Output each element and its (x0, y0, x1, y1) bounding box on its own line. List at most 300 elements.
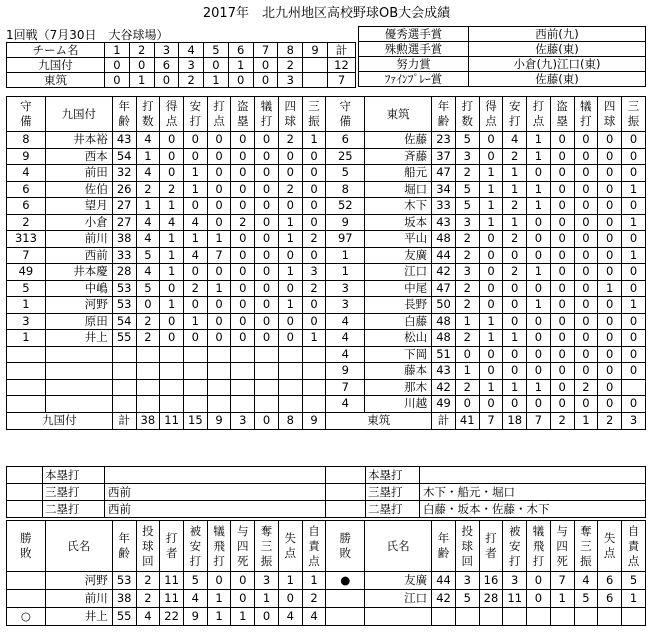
batting-cell: 0 (255, 280, 279, 297)
batting-cell: 1 (455, 313, 479, 330)
batting-cell: 1 (7, 330, 46, 347)
batting-cell: 0 (255, 297, 279, 314)
batting-cell: 2 (503, 231, 527, 248)
pitching-cell: 2 (136, 590, 160, 608)
batting-cell: 8 (326, 181, 365, 198)
batting-cell: 0 (231, 247, 255, 264)
batting-cell: 2 (160, 181, 184, 198)
scoreboard-row (7, 73, 356, 88)
batting-row (7, 297, 646, 314)
batting-header-cell: 盗塁 (231, 97, 255, 132)
hit-players: 木下・船元・堀口 (420, 484, 646, 501)
batting-cell: 1 (183, 313, 207, 330)
scoreboard-cell: 0 (253, 73, 278, 88)
batting-cell (160, 363, 184, 380)
batting-row (7, 280, 646, 297)
batting-cell (255, 346, 279, 363)
batting-cell: 0 (302, 313, 326, 330)
hit-row (7, 467, 646, 484)
batting-cell: 2 (136, 313, 160, 330)
batting-cell: 0 (598, 363, 622, 380)
batting-cell: 1 (160, 264, 184, 281)
batting-cell: 0 (231, 231, 255, 248)
batting-cell: 27 (112, 214, 136, 231)
pitching-header-cell: 失点 (278, 521, 302, 572)
batting-cell (160, 346, 184, 363)
scoreboard-cell: 2 (179, 73, 204, 88)
totals-cell: 0 (255, 412, 279, 429)
batting-header-cell: 得点 (160, 97, 184, 132)
pitching-cell: 22 (160, 608, 184, 626)
batting-cell: 3 (455, 264, 479, 281)
batting-cell: 4 (503, 132, 527, 149)
scoreboard-cell: 12 (328, 58, 356, 73)
batting-cell: 1 (160, 297, 184, 314)
batting-cell: 4 (326, 330, 365, 347)
batting-header-cell: 三振 (622, 97, 646, 132)
pitching-cell: 4 (574, 572, 598, 590)
batting-cell: 2 (503, 264, 527, 281)
scoreboard-header-cell: 5 (204, 43, 229, 58)
batting-cell: 2 (7, 214, 46, 231)
batting-cell (255, 396, 279, 413)
batting-cell: 0 (550, 363, 574, 380)
batting-cell (136, 396, 160, 413)
totals-cell: 1 (574, 412, 598, 429)
batting-cell: 53 (112, 297, 136, 314)
award-winner: 小倉(九)江口(東) (469, 57, 646, 72)
batting-header-cell: 得点 (479, 97, 503, 132)
batting-cell: 0 (302, 165, 326, 182)
batting-cell: 0 (550, 396, 574, 413)
batting-cell: 2 (455, 165, 479, 182)
pitching-cell: 0 (255, 608, 279, 626)
batting-cell: 0 (231, 264, 255, 281)
batting-cell: 0 (550, 313, 574, 330)
batting-cell: 0 (278, 330, 302, 347)
batting-cell: 1 (479, 165, 503, 182)
batting-cell: 1 (479, 330, 503, 347)
award-row (359, 27, 646, 42)
pitching-header-cell: 年齢 (112, 521, 136, 572)
batting-cell: 4 (136, 231, 160, 248)
batting-cell: 0 (622, 231, 646, 248)
player-name: 白藤 (365, 313, 432, 330)
batting-row (7, 313, 646, 330)
batting-cell: 2 (455, 330, 479, 347)
batting-cell: 4 (136, 264, 160, 281)
batting-cell: 1 (622, 181, 646, 198)
pitching-cell: 6 (598, 590, 622, 608)
player-name: 藤本 (365, 363, 432, 380)
batting-cell (112, 379, 136, 396)
batting-cell: 0 (527, 165, 551, 182)
batting-cell: 0 (622, 264, 646, 281)
batting-cell: 49 (7, 264, 46, 281)
batting-cell: 1 (7, 297, 46, 314)
batting-row (7, 346, 646, 363)
batting-totals-row (7, 412, 646, 429)
batting-cell: 2 (278, 132, 302, 149)
scoreboard-cell: 九国付 (7, 58, 105, 73)
batting-row (7, 396, 646, 413)
batting-cell: 0 (574, 264, 598, 281)
batting-cell: 1 (503, 181, 527, 198)
award-name: 優秀選手賞 (359, 27, 469, 42)
scoreboard-header-cell: 3 (154, 43, 179, 58)
scoreboard-cell: 6 (154, 58, 179, 73)
batting-cell: 2 (455, 379, 479, 396)
player-name: 井本慶 (45, 264, 112, 281)
batting-cell: 0 (550, 330, 574, 347)
batting-cell (112, 346, 136, 363)
batting-cell: 0 (622, 313, 646, 330)
team-name-header: 九国付 (45, 97, 112, 132)
batting-cell (255, 379, 279, 396)
batting-cell: 0 (231, 313, 255, 330)
batting-cell: 0 (503, 346, 527, 363)
hit-spacer (7, 501, 43, 518)
batting-cell: 0 (278, 247, 302, 264)
batting-cell: 0 (455, 346, 479, 363)
batting-cell: 0 (574, 198, 598, 215)
batting-cell (160, 379, 184, 396)
batting-cell: 1 (503, 165, 527, 182)
pitching-cell: 5 (574, 590, 598, 608)
batting-cell (302, 346, 326, 363)
batting-cell: 1 (527, 264, 551, 281)
batting-cell: 0 (479, 132, 503, 149)
batting-cell: 0 (255, 181, 279, 198)
batting-cell: 0 (302, 181, 326, 198)
hit-label: 二塁打 (43, 501, 105, 518)
pitching-cell: 44 (432, 572, 456, 590)
batting-cell: 0 (160, 165, 184, 182)
batting-cell: 0 (574, 165, 598, 182)
scoreboard-cell: 3 (179, 58, 204, 73)
hit-players (105, 467, 326, 484)
pitching-cell: 1 (278, 572, 302, 590)
batting-cell: 2 (503, 148, 527, 165)
batting-cell: 0 (183, 297, 207, 314)
hit-spacer (7, 467, 43, 484)
player-name: 西前 (45, 247, 112, 264)
batting-header-cell: 打点 (527, 97, 551, 132)
batting-cell (183, 396, 207, 413)
batting-cell: 0 (598, 330, 622, 347)
player-name: 船元 (365, 165, 432, 182)
batting-cell: 51 (432, 346, 456, 363)
batting-cell: 0 (598, 379, 622, 396)
pitching-cell (622, 608, 646, 626)
batting-cell: 0 (598, 313, 622, 330)
batting-cell: 0 (160, 330, 184, 347)
batting-cell: 5 (455, 181, 479, 198)
hit-label: 三塁打 (43, 484, 105, 501)
scoreboard-cell: 0 (228, 73, 253, 88)
batting-cell: 0 (574, 280, 598, 297)
batting-cell: 0 (183, 198, 207, 215)
batting-cell: 0 (598, 346, 622, 363)
pitching-header-cell: 犠飛打 (527, 521, 551, 572)
batting-cell: 4 (326, 313, 365, 330)
hit-players: 西前 (105, 501, 326, 518)
batting-cell: 0 (207, 214, 231, 231)
batting-cell: 4 (136, 132, 160, 149)
batting-cell: 0 (527, 396, 551, 413)
pitching-cell: 3 (255, 572, 279, 590)
pitching-cell (503, 608, 527, 626)
batting-cell: 0 (598, 214, 622, 231)
batting-header-cell: 年齢 (432, 97, 456, 132)
pitching-cell: 28 (479, 590, 503, 608)
batting-cell: 0 (207, 264, 231, 281)
batting-cell: 0 (302, 214, 326, 231)
batting-cell: 6 (7, 198, 46, 215)
pitching-cell: 2 (302, 590, 326, 608)
scoreboard-cell: 0 (129, 58, 154, 73)
batting-cell: 0 (574, 346, 598, 363)
batting-cell: 0 (479, 280, 503, 297)
batting-cell: 0 (160, 132, 184, 149)
batting-cell: 0 (255, 313, 279, 330)
batting-cell: 1 (527, 132, 551, 149)
batting-cell: 1 (183, 165, 207, 182)
pitching-cell: 1 (255, 590, 279, 608)
batting-cell: 0 (231, 198, 255, 215)
batting-cell: 6 (7, 181, 46, 198)
pitching-header-cell: 奪三振 (255, 521, 279, 572)
player-name: 前田 (45, 165, 112, 182)
scoreboard-header-cell: 2 (129, 43, 154, 58)
pitching-cell: 1 (302, 572, 326, 590)
batting-cell: 0 (550, 264, 574, 281)
batting-cell: 0 (622, 346, 646, 363)
batting-cell: 0 (207, 181, 231, 198)
batting-cell: 0 (503, 280, 527, 297)
batting-cell: 2 (503, 198, 527, 215)
player-name: 西本 (45, 148, 112, 165)
player-name (45, 363, 112, 380)
batting-cell (7, 379, 46, 396)
player-name: 中嶋 (45, 280, 112, 297)
hit-spacer (326, 484, 366, 501)
pitching-cell: 38 (112, 590, 136, 608)
pitching-row (7, 608, 646, 626)
scoreboard-cell: 2 (278, 58, 303, 73)
totals-cell: 41 (455, 412, 479, 429)
batting-cell: 44 (432, 247, 456, 264)
scoreboard-header-cell: 1 (105, 43, 130, 58)
batting-cell: 33 (432, 198, 456, 215)
pitching-cell: 0 (231, 590, 255, 608)
batting-cell: 0 (622, 396, 646, 413)
batting-cell: 1 (326, 264, 365, 281)
batting-row (7, 132, 646, 149)
totals-team: 東筑 (326, 412, 432, 429)
player-name: 友廣 (365, 247, 432, 264)
batting-cell: 0 (479, 363, 503, 380)
batting-cell: 7 (7, 247, 46, 264)
pitching-cell (550, 608, 574, 626)
pitching-cell: 0 (527, 590, 551, 608)
pitching-header-cell: 失点 (598, 521, 622, 572)
batting-row (7, 330, 646, 347)
batting-cell: 4 (136, 165, 160, 182)
batting-cell (302, 379, 326, 396)
batting-cell: 54 (112, 148, 136, 165)
player-name: 井本裕 (45, 132, 112, 149)
player-name: 那木 (365, 379, 432, 396)
pitching-header-cell: 勝敗 (326, 521, 365, 572)
batting-cell: 5 (326, 165, 365, 182)
scoreboard-cell: 1 (129, 73, 154, 88)
batting-cell (302, 363, 326, 380)
scoreboard-cell (303, 58, 328, 73)
team-name-header: 東筑 (365, 97, 432, 132)
batting-cell: 313 (7, 231, 46, 248)
award-name: 努力賞 (359, 57, 469, 72)
pitcher-name: 井上 (45, 608, 112, 626)
pitching-cell: 11 (160, 590, 184, 608)
batting-header-cell: 守備 (326, 97, 365, 132)
batting-cell (136, 379, 160, 396)
pitching-cell: 1 (207, 590, 231, 608)
batting-cell: 0 (255, 330, 279, 347)
batting-cell: 2 (302, 231, 326, 248)
batting-cell: 0 (302, 247, 326, 264)
batting-cell: 0 (622, 330, 646, 347)
pitching-header-cell: 被安打 (183, 521, 207, 572)
batting-cell: 0 (622, 165, 646, 182)
pitching-cell (455, 608, 479, 626)
batting-cell: 0 (255, 198, 279, 215)
scoreboard-cell: 0 (253, 58, 278, 73)
player-name: 望月 (45, 198, 112, 215)
player-name: 河野 (45, 297, 112, 314)
batting-cell: 1 (479, 181, 503, 198)
batting-cell: 28 (112, 264, 136, 281)
scoreboard-cell: 0 (105, 58, 130, 73)
batting-cell (183, 346, 207, 363)
batting-cell: 0 (550, 297, 574, 314)
batting-cell: 0 (598, 396, 622, 413)
batting-cell: 3 (302, 264, 326, 281)
totals-cell: 8 (278, 412, 302, 429)
batting-cell: 1 (479, 313, 503, 330)
pitching-cell: 4 (183, 590, 207, 608)
scoreboard-header-cell: 8 (278, 43, 303, 58)
pitching-cell: 0 (527, 572, 551, 590)
win-loss-mark: ● (326, 572, 365, 590)
batting-cell: 1 (183, 231, 207, 248)
batting-cell: 1 (207, 280, 231, 297)
totals-cell: 3 (622, 412, 646, 429)
awards-table (358, 26, 646, 87)
batting-cell: 0 (231, 297, 255, 314)
batting-cell: 0 (479, 346, 503, 363)
batting-cell: 0 (231, 148, 255, 165)
player-name: 松山 (365, 330, 432, 347)
batting-cell: 1 (503, 379, 527, 396)
pitching-cell: 3 (455, 572, 479, 590)
batting-cell: 0 (622, 280, 646, 297)
batting-cell (231, 396, 255, 413)
batting-cell: 0 (574, 231, 598, 248)
batting-cell: 0 (479, 396, 503, 413)
batting-header-cell: 年齢 (112, 97, 136, 132)
batting-cell: 43 (432, 214, 456, 231)
pitching-header-row (7, 521, 646, 572)
batting-row (7, 264, 646, 281)
batting-cell: 0 (527, 330, 551, 347)
hit-spacer (7, 484, 43, 501)
scoreboard-row (7, 58, 356, 73)
batting-cell: 0 (255, 165, 279, 182)
player-name: 前川 (45, 231, 112, 248)
scoreboard-header-cell: 9 (303, 43, 328, 58)
batting-header-cell: 犠打 (574, 97, 598, 132)
batting-cell: 0 (479, 247, 503, 264)
batting-cell: 0 (598, 165, 622, 182)
batting-cell: 47 (432, 165, 456, 182)
batting-cell (278, 379, 302, 396)
totals-cell: 18 (503, 412, 527, 429)
batting-cell: 2 (455, 280, 479, 297)
hit-label: 本塁打 (366, 467, 420, 484)
batting-cell: 1 (503, 214, 527, 231)
batting-cell: 1 (455, 363, 479, 380)
batting-table (6, 96, 646, 430)
batting-cell: 1 (479, 214, 503, 231)
hit-players: 西前 (105, 484, 326, 501)
batting-cell: 0 (255, 132, 279, 149)
batting-cell: 1 (527, 297, 551, 314)
pitching-header-cell: 投球回 (455, 521, 479, 572)
batting-row (7, 363, 646, 380)
batting-cell: 0 (231, 330, 255, 347)
batting-cell: 1 (183, 181, 207, 198)
batting-cell: 42 (432, 264, 456, 281)
batting-cell: 5 (455, 198, 479, 215)
pitching-cell (574, 608, 598, 626)
batting-header-cell: 安打 (503, 97, 527, 132)
batting-cell: 1 (278, 264, 302, 281)
batting-cell: 0 (550, 247, 574, 264)
scoreboard-header-cell: 4 (179, 43, 204, 58)
batting-cell: 1 (160, 247, 184, 264)
batting-cell: 0 (622, 148, 646, 165)
batting-cell: 55 (112, 330, 136, 347)
batting-cell: 48 (432, 313, 456, 330)
totals-cell: 3 (231, 412, 255, 429)
totals-cell: 9 (302, 412, 326, 429)
batting-cell: 3 (326, 280, 365, 297)
pitcher-name: 友廣 (365, 572, 432, 590)
pitching-header-cell: 奪三振 (574, 521, 598, 572)
scoreboard-header-cell: チーム名 (7, 43, 105, 58)
pitching-header-cell: 自責点 (622, 521, 646, 572)
totals-cell: 2 (550, 412, 574, 429)
batting-row (7, 214, 646, 231)
batting-cell: 1 (136, 198, 160, 215)
batting-cell: 5 (136, 247, 160, 264)
hit-players (420, 467, 646, 484)
batting-cell (7, 346, 46, 363)
totals-cell: 計 (112, 412, 136, 429)
batting-cell: 1 (622, 247, 646, 264)
scoreboard-cell: 7 (328, 73, 356, 88)
